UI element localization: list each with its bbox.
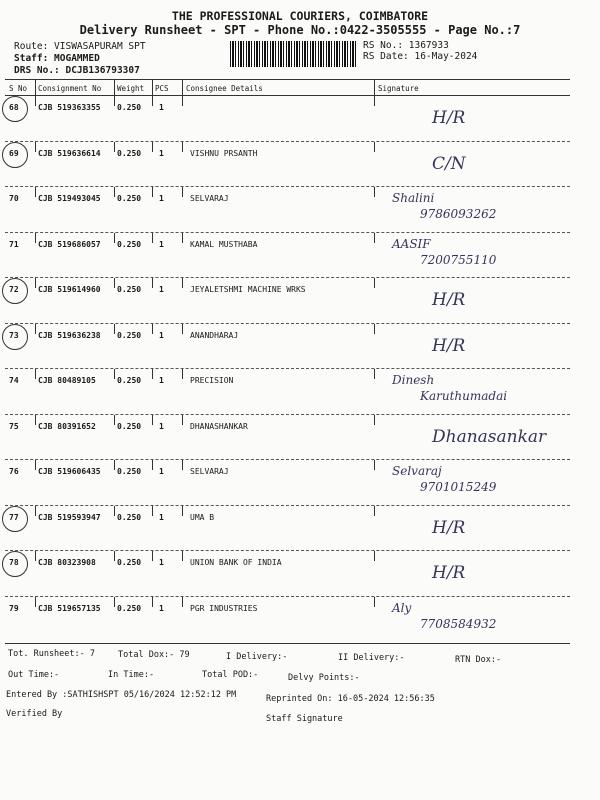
row-consignment-no: CJB 519657135 bbox=[38, 603, 101, 613]
row-signature: H/R bbox=[432, 108, 466, 128]
col-divider bbox=[374, 551, 375, 561]
row-consignee: UNION BANK OF INDIA bbox=[190, 558, 282, 567]
col-divider bbox=[114, 369, 115, 379]
col-divider bbox=[114, 324, 115, 334]
rs-date: RS Date: 16-May-2024 bbox=[363, 51, 478, 62]
row-pcs: 1 bbox=[159, 512, 164, 522]
col-divider bbox=[152, 460, 153, 470]
col-header-consignee: Consignee Details bbox=[186, 84, 263, 93]
total-dox: Total Dox:- 79 bbox=[118, 650, 190, 660]
col-divider bbox=[374, 415, 375, 425]
col-header-weight: Weight bbox=[117, 84, 145, 93]
col-divider bbox=[114, 96, 115, 106]
staff-signature: Staff Signature bbox=[266, 714, 343, 724]
row-pcs: 1 bbox=[159, 330, 164, 340]
i-delivery: I Delivery:- bbox=[226, 652, 288, 662]
col-divider bbox=[152, 187, 153, 197]
row-consignment-no: CJB 519363355 bbox=[38, 103, 101, 112]
row-sno: 79 bbox=[9, 603, 19, 613]
col-divider bbox=[35, 460, 36, 470]
row-signature-phone: 9786093262 bbox=[420, 207, 497, 221]
col-divider bbox=[114, 142, 115, 152]
col-divider bbox=[374, 96, 375, 106]
col-divider bbox=[114, 233, 115, 243]
col-divider bbox=[182, 142, 183, 152]
row-signature: AASIF bbox=[392, 236, 431, 251]
col-divider bbox=[152, 96, 153, 106]
col-divider bbox=[35, 597, 36, 607]
col-divider bbox=[152, 369, 153, 379]
row-consignee: KAMAL MUSTHABA bbox=[190, 239, 258, 249]
row-consignee: JEYALETSHMI MACHINE WRKS bbox=[190, 285, 306, 294]
verified-by: Verified By bbox=[6, 709, 63, 719]
out-time: Out Time:- bbox=[8, 670, 60, 680]
entered-by: Entered By :SATHISHSPT 05/16/2024 12:52:12 PM bbox=[6, 690, 237, 700]
row-signature: H/R bbox=[432, 563, 466, 583]
row-signature-phone: Karuthumadai bbox=[420, 389, 508, 403]
row-sno: 70 bbox=[9, 194, 19, 203]
col-divider bbox=[182, 79, 183, 96]
row-consignment-no: CJB 519636238 bbox=[38, 330, 101, 340]
barcode bbox=[230, 41, 358, 67]
row-consignee: DHANASHANKAR bbox=[190, 421, 248, 431]
row-weight: 0.250 bbox=[117, 603, 142, 613]
col-divider bbox=[182, 324, 183, 334]
row-pcs: 1 bbox=[159, 467, 164, 476]
row-consignee: PRECISION bbox=[190, 376, 234, 385]
row-sno: 72 bbox=[9, 285, 19, 294]
table-top-rule bbox=[5, 79, 570, 80]
row-pcs: 1 bbox=[159, 558, 164, 567]
row-consignment-no: CJB 519493045 bbox=[38, 194, 101, 203]
row-consignment-no: CJB 519614960 bbox=[38, 285, 101, 294]
row-signature: Aly bbox=[392, 600, 412, 615]
row-signature: Dhanasankar bbox=[432, 426, 547, 447]
row-weight: 0.250 bbox=[117, 330, 142, 340]
col-divider bbox=[35, 369, 36, 379]
col-divider bbox=[35, 506, 36, 516]
row-pcs: 1 bbox=[159, 376, 164, 385]
col-divider bbox=[182, 460, 183, 470]
row-signature: Dinesh bbox=[392, 373, 435, 387]
col-divider bbox=[182, 551, 183, 561]
row-consignment-no: CJB 519686057 bbox=[38, 239, 101, 249]
col-divider bbox=[182, 96, 183, 106]
row-weight: 0.250 bbox=[117, 467, 142, 476]
row-consignment-no: CJB 80489105 bbox=[38, 376, 96, 385]
col-divider bbox=[182, 369, 183, 379]
col-divider bbox=[152, 79, 153, 96]
row-sno: 71 bbox=[9, 239, 19, 249]
row-sno: 68 bbox=[9, 103, 19, 112]
row-consignment-no: CJB 80323908 bbox=[38, 558, 96, 567]
row-pcs: 1 bbox=[159, 239, 164, 249]
row-sno: 75 bbox=[9, 421, 19, 431]
row-sno: 78 bbox=[9, 558, 19, 567]
col-divider bbox=[152, 278, 153, 288]
row-signature: C/N bbox=[432, 153, 466, 174]
tot-runsheet: Tot. Runsheet:- 7 bbox=[8, 649, 95, 659]
in-time: In Time:- bbox=[108, 670, 155, 680]
col-divider bbox=[35, 324, 36, 334]
footer-rule bbox=[5, 643, 570, 644]
row-pcs: 1 bbox=[159, 148, 164, 158]
col-divider bbox=[114, 460, 115, 470]
ii-delivery: II Delivery:- bbox=[338, 653, 405, 663]
row-signature: H/R bbox=[432, 335, 466, 356]
row-sno: 76 bbox=[9, 467, 19, 476]
col-divider bbox=[152, 551, 153, 561]
col-divider bbox=[35, 233, 36, 243]
col-divider bbox=[374, 460, 375, 470]
col-divider bbox=[152, 324, 153, 334]
col-divider bbox=[35, 142, 36, 152]
row-signature-phone: 7200755110 bbox=[420, 252, 497, 267]
row-weight: 0.250 bbox=[117, 194, 142, 203]
col-divider bbox=[35, 551, 36, 561]
rtn-dox: RTN Dox:- bbox=[455, 655, 502, 665]
col-divider bbox=[374, 142, 375, 152]
row-consignment-no: CJB 519606435 bbox=[38, 467, 101, 476]
col-divider bbox=[374, 233, 375, 243]
row-signature-phone: 7708584932 bbox=[420, 616, 497, 631]
row-consignee: ANANDHARAJ bbox=[190, 330, 239, 340]
row-consignment-no: CJB 519636614 bbox=[38, 148, 101, 158]
col-divider bbox=[114, 187, 115, 197]
col-divider bbox=[114, 415, 115, 425]
col-divider bbox=[182, 597, 183, 607]
row-weight: 0.250 bbox=[117, 239, 142, 249]
col-divider bbox=[152, 597, 153, 607]
col-divider bbox=[114, 278, 115, 288]
col-divider bbox=[114, 551, 115, 561]
row-sno: 77 bbox=[9, 512, 19, 522]
reprinted-on: Reprinted On: 16-05-2024 12:56:35 bbox=[266, 694, 435, 704]
row-weight: 0.250 bbox=[117, 558, 142, 567]
col-divider bbox=[374, 79, 375, 96]
delvy-points: Delvy Points:- bbox=[288, 673, 360, 683]
row-pcs: 1 bbox=[159, 421, 164, 431]
col-divider bbox=[35, 187, 36, 197]
row-signature: Shalini bbox=[392, 191, 435, 205]
col-divider bbox=[374, 597, 375, 607]
runsheet-title: Delivery Runsheet - SPT - Phone No.:0422-3505555 - Page No.:7 bbox=[79, 23, 521, 37]
col-divider bbox=[182, 233, 183, 243]
col-divider bbox=[374, 324, 375, 334]
col-header-pcs: PCS bbox=[155, 84, 169, 93]
staff-label: Staff: MOGAMMED bbox=[14, 53, 100, 64]
row-sno: 73 bbox=[9, 330, 19, 340]
col-divider bbox=[152, 415, 153, 425]
col-divider bbox=[152, 506, 153, 516]
col-divider bbox=[374, 506, 375, 516]
company-title: THE PROFESSIONAL COURIERS, COIMBATORE bbox=[171, 9, 429, 23]
row-signature: Selvaraj bbox=[392, 464, 442, 478]
row-consignee: SELVARAJ bbox=[190, 194, 229, 203]
row-consignment-no: CJB 80391652 bbox=[38, 421, 96, 431]
col-header-sno: S No bbox=[9, 84, 28, 93]
row-weight: 0.250 bbox=[117, 376, 142, 385]
row-signature: H/R bbox=[432, 290, 466, 310]
col-divider bbox=[182, 278, 183, 288]
total-pod: Total POD:- bbox=[202, 670, 259, 680]
col-divider bbox=[374, 369, 375, 379]
drs-label: DRS No.: DCJB136793307 bbox=[14, 65, 140, 76]
row-consignee: SELVARAJ bbox=[190, 467, 229, 476]
route-label: Route: VISWASAPURAM SPT bbox=[14, 41, 146, 52]
col-divider bbox=[35, 79, 36, 96]
row-consignee: UMA B bbox=[190, 512, 215, 522]
col-header-consignment: Consignment No bbox=[38, 84, 102, 93]
row-signature-phone: 9701015249 bbox=[420, 480, 497, 494]
row-consignee: PGR INDUSTRIES bbox=[190, 603, 258, 613]
col-divider bbox=[182, 187, 183, 197]
col-divider bbox=[114, 597, 115, 607]
col-divider bbox=[152, 142, 153, 152]
row-weight: 0.250 bbox=[117, 285, 142, 294]
row-pcs: 1 bbox=[159, 194, 164, 203]
row-pcs: 1 bbox=[159, 103, 164, 112]
col-header-signature: Signature bbox=[378, 84, 419, 93]
col-divider bbox=[35, 96, 36, 106]
row-consignment-no: CJB 519593947 bbox=[38, 512, 101, 522]
row-consignee: VISHNU PRSANTH bbox=[190, 148, 258, 158]
row-weight: 0.250 bbox=[117, 512, 142, 522]
row-weight: 0.250 bbox=[117, 148, 142, 158]
col-divider bbox=[182, 506, 183, 516]
row-pcs: 1 bbox=[159, 285, 164, 294]
col-divider bbox=[182, 415, 183, 425]
col-divider bbox=[114, 79, 115, 96]
col-divider bbox=[35, 278, 36, 288]
col-divider bbox=[374, 278, 375, 288]
col-divider bbox=[35, 415, 36, 425]
row-weight: 0.250 bbox=[117, 421, 142, 431]
row-signature: H/R bbox=[432, 517, 466, 538]
row-weight: 0.250 bbox=[117, 103, 142, 112]
col-divider bbox=[114, 506, 115, 516]
row-pcs: 1 bbox=[159, 603, 164, 613]
rs-no: RS No.: 1367933 bbox=[363, 40, 449, 51]
row-sno: 74 bbox=[9, 376, 19, 385]
col-divider bbox=[374, 187, 375, 197]
col-divider bbox=[152, 233, 153, 243]
row-sno: 69 bbox=[9, 148, 19, 158]
